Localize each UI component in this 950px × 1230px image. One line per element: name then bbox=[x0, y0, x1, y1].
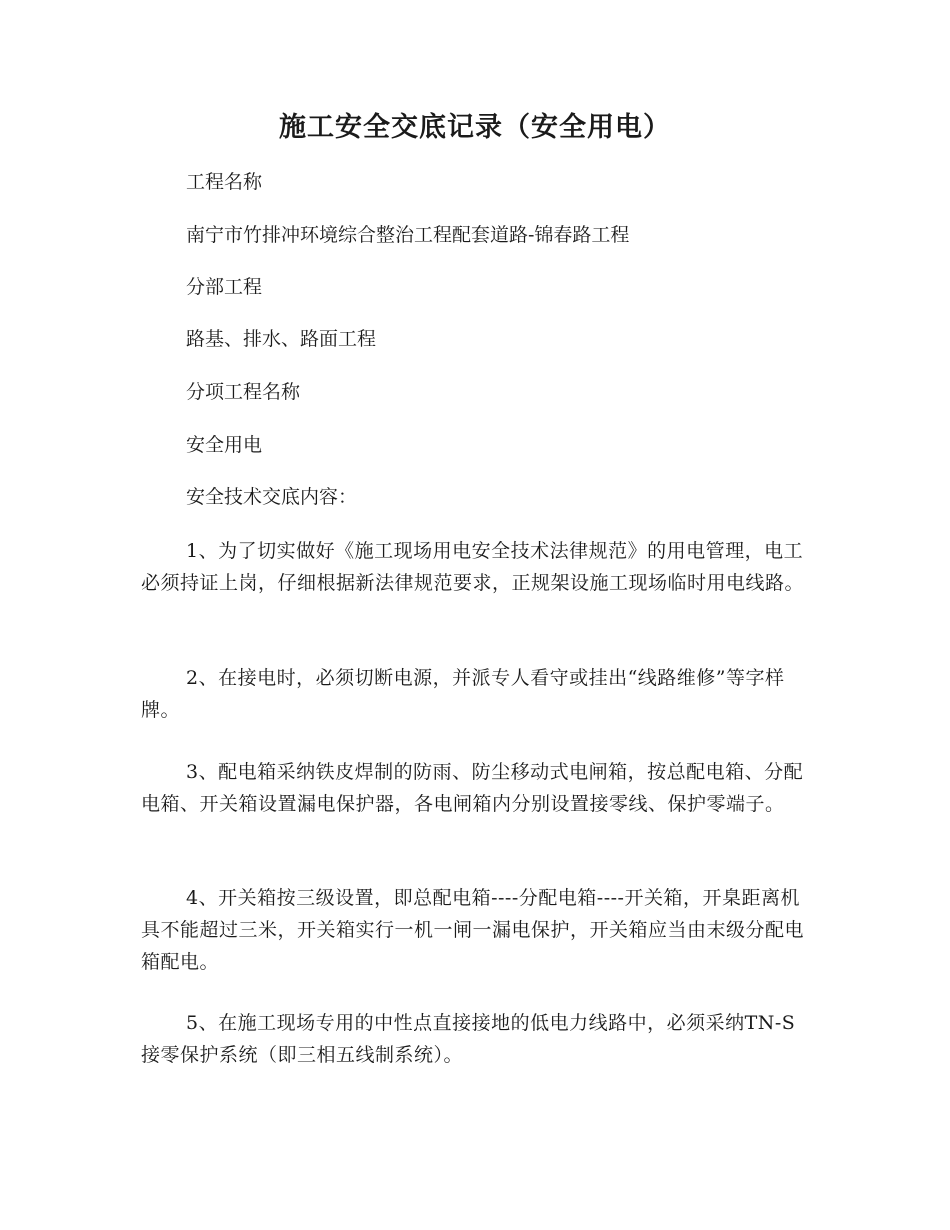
paragraph-2: 2、在接电时，必须切断电源，并派专人看守或挂出“线路维修”等字样牌。 bbox=[141, 667, 785, 721]
paragraph-5: 5、在施工现场专用的中性点直接接地的低电力线路中，必须采纳TN-S接零保护系统（即三相五线制系统）。 bbox=[141, 1012, 796, 1066]
field-division-label: 分部工程 bbox=[186, 276, 263, 298]
paragraph-3: 3、配电箱采纳铁皮焊制的防雨、防尘移动式电闸箱，按总配电箱、分配电箱、开关箱设置漏电保护器，各电闸箱内分别设置接零线、保护零端子。 bbox=[141, 761, 804, 815]
field-subitem-label: 分项工程名称 bbox=[186, 381, 301, 403]
field-subitem-value: 安全用电 bbox=[186, 434, 263, 456]
field-division-value: 路基、排水、路面工程 bbox=[186, 328, 377, 350]
paragraph-1: 1、为了切实做好《施工现场用电安全技术法律规范》的用电管理，电工必须持证上岗，仔细根据新法律规范要求，正规架设施工现场临时用电线路。 bbox=[141, 540, 805, 594]
field-content-label: 安全技术交底内容： bbox=[186, 486, 358, 508]
field-project-name-value: 南宁市竹排冲环境综合整治工程配套道路-锦春路工程 bbox=[186, 224, 630, 246]
document-title: 施工安全交底记录（安全用电） bbox=[279, 112, 671, 143]
field-project-name-label: 工程名称 bbox=[186, 171, 263, 193]
paragraph-4: 4、开关箱按三级设置，即总配电箱----分配电箱----开关箱，开臬距离机具不能超过三米，开关箱实行一机一闸一漏电保护，开关箱应当由末级分配电箱配电。 bbox=[141, 887, 805, 973]
